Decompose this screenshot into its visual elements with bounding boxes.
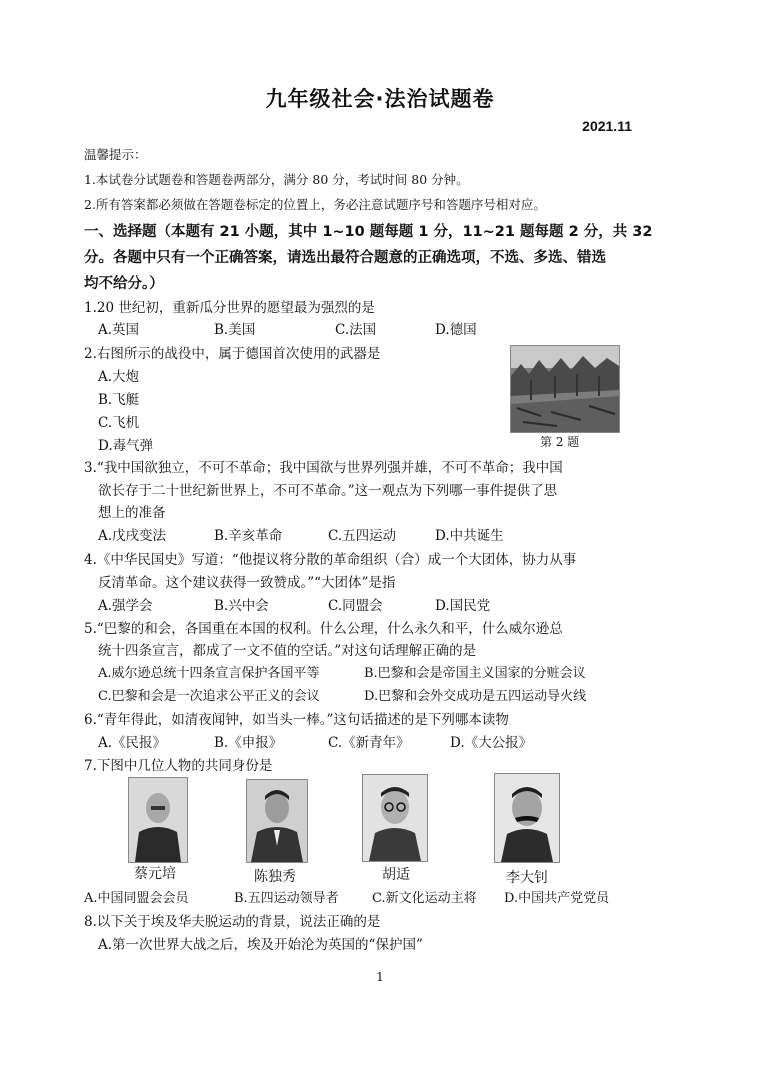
question-6-stem: 6.“青年得此，如清夜闻钟，如当头一棒。”这句话描述的是下列哪本读物 — [84, 712, 509, 728]
question-4-option-a: A.强学会 — [98, 598, 153, 614]
person-name-4: 李大钊 — [506, 870, 548, 886]
question-6-option-d: D.《大公报》 — [450, 735, 533, 751]
question-2-stem: 2.右图所示的战役中，属于德国首次使用的武器是 — [84, 346, 381, 362]
question-7-option-b: B.五四运动领导者 — [234, 891, 339, 906]
portrait-hu-shi — [362, 774, 428, 862]
question-5-line-2: 统十四条宣言，都成了一文不值的空话。”对这句话理解正确的是 — [98, 643, 477, 659]
question-3-option-a: A.戊戌变法 — [98, 528, 167, 544]
person-name-1: 蔡元培 — [134, 866, 176, 882]
battle-photo — [510, 345, 620, 433]
question-3-option-b: B.辛亥革命 — [214, 528, 283, 544]
portrait-li-dazhao — [494, 773, 560, 863]
person-name-3: 胡适 — [382, 867, 410, 883]
question-1-option-c: C.法国 — [335, 322, 377, 338]
question-2-option-d: D.毒气弹 — [98, 438, 154, 454]
portrait-chen-duxiu — [246, 779, 308, 863]
question-1-stem: 1.20 世纪初，重新瓜分世界的愿望最为强烈的是 — [84, 300, 375, 316]
question-1-option-d: D.德国 — [435, 322, 477, 338]
portrait-cai-yuanpei — [128, 777, 188, 863]
question-7-option-d: D.中国共产党党员 — [504, 891, 610, 906]
question-5-option-b: B.巴黎和会是帝国主义国家的分赃会议 — [364, 666, 586, 681]
section-heading-line-3: 均不给分。） — [84, 276, 164, 292]
tips-line-1: 1.本试卷分试题卷和答题卷两部分，满分 80 分，考试时间 80 分钟。 — [84, 172, 469, 187]
question-1-option-b: B.美国 — [214, 322, 256, 338]
question-5-option-c: C.巴黎和会是一次追求公平正义的会议 — [98, 689, 320, 704]
question-3-option-c: C.五四运动 — [328, 528, 397, 544]
page-title: 九年级社会·法治试题卷 — [265, 87, 495, 111]
question-4-option-c: C.同盟会 — [328, 598, 383, 614]
question-5-line-1: 5.“巴黎的和会，各国重在本国的权利。什么公理，什么永久和平，什么威尔逊总 — [84, 621, 563, 637]
question-8-option-a: A.第一次世界大战之后，埃及开始沦为英国的“保护国” — [98, 937, 423, 953]
tips-label: 温馨提示： — [84, 147, 147, 162]
question-7-stem: 7.下图中几位人物的共同身份是 — [84, 758, 273, 774]
question-3-option-d: D.中共诞生 — [435, 528, 504, 544]
question-3-line-3: 想上的准备 — [98, 505, 166, 521]
section-heading-line-2: 分。各题中只有一个正确答案，请选出最符合题意的正确选项，不选、多选、错选 — [84, 250, 606, 266]
exam-date: 2021.11 — [582, 118, 632, 134]
question-2-option-b: B.飞艇 — [98, 392, 140, 408]
question-1-option-a: A.英国 — [98, 322, 140, 338]
section-heading-line-1: 一、选择题（本题有 21 小题，其中 1~10 题每题 1 分，11~21 题每题 2 分，共 32 — [84, 224, 653, 240]
question-3-line-1: 3.“我中国欲独立，不可不革命；我中国欲与世界列强并雄，不可不革命；我中国 — [84, 460, 563, 476]
question-5-option-a: A.威尔逊总统十四条宣言保护各国平等 — [98, 666, 320, 681]
question-2-caption: 第 2 题 — [540, 435, 580, 449]
question-5-option-d: D.巴黎和会外交成功是五四运动导火线 — [364, 689, 587, 704]
question-7-option-c: C.新文化运动主将 — [372, 891, 477, 906]
page-number: 1 — [376, 970, 384, 984]
question-4-line-1: 4.《中华民国史》写道：“他提议将分散的革命组织（合）成一个大团体，协力从事 — [84, 552, 577, 568]
question-4-option-d: D.国民党 — [435, 598, 491, 614]
question-4-line-2: 反清革命。这个建议获得一致赞成。”“大团体”是指 — [98, 575, 396, 591]
question-3-line-2: 欲长存于二十世纪新世界上，不可不革命。”这一观点为下列哪一事件提供了思 — [98, 483, 558, 499]
question-6-option-b: B.《申报》 — [214, 735, 283, 751]
question-7-option-a: A.中国同盟会会员 — [84, 891, 189, 906]
question-6-option-a: A.《民报》 — [98, 735, 167, 751]
question-2-option-c: C.飞机 — [98, 415, 140, 431]
person-name-2: 陈独秀 — [254, 869, 296, 885]
question-2-option-a: A.大炮 — [98, 369, 140, 385]
question-6-option-c: C.《新青年》 — [328, 735, 410, 751]
question-4-option-b: B.兴中会 — [214, 598, 269, 614]
question-8-stem: 8.以下关于埃及华夫脱运动的背景，说法正确的是 — [84, 914, 381, 930]
tips-line-2: 2.所有答案都必须做在答题卷标定的位置上，务必注意试题序号和答题序号相对应。 — [84, 197, 546, 212]
